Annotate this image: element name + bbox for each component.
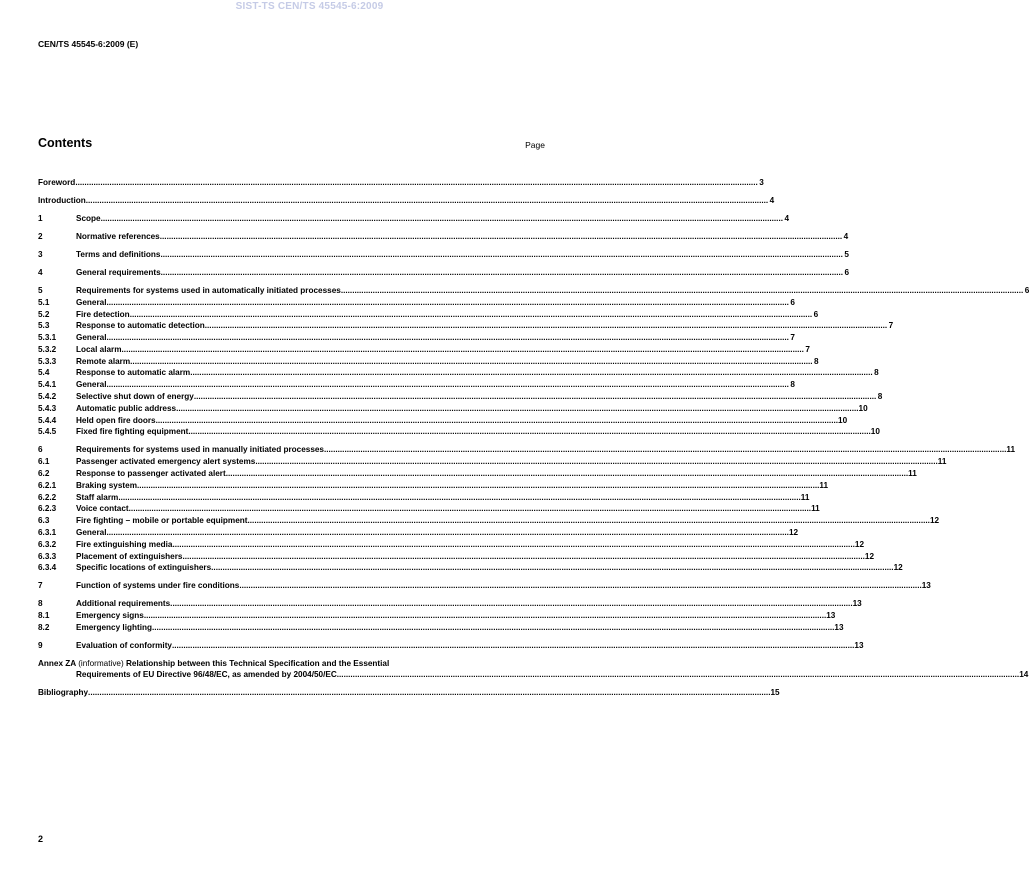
toc-entry-page: 13 xyxy=(834,622,844,632)
toc-entry[interactable] xyxy=(38,367,879,379)
toc-entry-title: General requirements xyxy=(76,267,161,277)
toc-entry-number: 3 xyxy=(38,249,43,259)
toc-leader-dots: ............................................................................................................................................................................................................................................................................................................ xyxy=(255,457,938,467)
toc-entry[interactable] xyxy=(38,622,844,634)
toc-entry-title: Emergency signs xyxy=(76,611,144,621)
toc-entry-number: 5.4.1 xyxy=(38,380,57,390)
toc-entry[interactable] xyxy=(38,562,903,574)
toc-leader-dots: ............................................................................................................................................................................................................................................................................................................ xyxy=(100,213,784,223)
toc-entry-number: 5.2 xyxy=(38,309,50,319)
toc-entry[interactable] xyxy=(38,309,819,321)
toc-entry-page: 12 xyxy=(854,539,864,549)
toc-leader-dots: ............................................................................................................................................................................................................................................................................................................ xyxy=(239,581,922,591)
toc-entry[interactable] xyxy=(38,403,868,415)
watermark: SIST-TS CEN/TS 45545-6:2009 xyxy=(235,1,384,12)
toc-entry[interactable] xyxy=(38,332,795,344)
toc-entry-title: Foreword xyxy=(38,178,76,187)
toc-entry-number: 9 xyxy=(38,640,43,650)
bibliography-title: Bibliography xyxy=(38,687,89,697)
toc-leader-dots: ............................................................................................................................................................................................................................................................................................................ xyxy=(193,392,877,402)
toc-entry-page: 12 xyxy=(893,563,903,573)
toc-entry-page: 3 xyxy=(759,178,764,187)
toc-leader-dots: ............................................................................................................................................................................................................................................................................................................ xyxy=(171,640,855,650)
toc-entry-page: 10 xyxy=(838,415,848,425)
toc-entry-title: Placement of extinguishers xyxy=(76,551,183,561)
toc-entry[interactable] xyxy=(38,195,775,207)
toc-entry-page: 11 xyxy=(937,457,947,467)
toc-entry[interactable] xyxy=(38,539,864,551)
toc-entry-page: 11 xyxy=(811,504,820,514)
toc-entry-title: Scope xyxy=(76,213,101,223)
page-number: 2 xyxy=(38,834,44,844)
toc-entry-number: 5.3.1 xyxy=(38,333,57,343)
toc-entry-page: 13 xyxy=(854,640,864,650)
toc-entry-number: 5.3 xyxy=(38,321,50,331)
toc-leader-dots: ............................................................................................................................................................................................................................................................................................................ xyxy=(106,297,789,307)
toc-leader-dots: ............................................................................................................................................................................................................................................................................................................ xyxy=(106,528,789,538)
annex-line-2 xyxy=(38,669,1029,681)
toc-entry-page: 6 xyxy=(1024,285,1029,295)
toc-entry-page: 8 xyxy=(874,368,879,378)
table-of-contents xyxy=(38,177,1029,699)
toc-leader-dots: ............................................................................................................................................................................................................................................................................................................ xyxy=(172,539,855,549)
toc-entry[interactable] xyxy=(38,213,790,225)
toc-bibliography-entry[interactable] xyxy=(38,687,780,699)
toc-entry-page: 11 xyxy=(908,469,917,479)
toc-entry-number: 5 xyxy=(38,285,43,295)
toc-entry[interactable] xyxy=(38,468,917,480)
toc-entry-number: 8 xyxy=(38,599,43,609)
toc-leader-dots: ............................................................................................................................................................................................................................................................................................................ xyxy=(323,445,1007,455)
toc-entry-title: Local alarm xyxy=(76,344,122,354)
toc-entry[interactable] xyxy=(38,527,799,539)
toc-entry[interactable] xyxy=(38,515,940,527)
toc-entry-title: Evaluation of conformity xyxy=(76,640,172,650)
toc-leader-dots: ............................................................................................................................................................................................................................................................................................................ xyxy=(160,267,844,277)
toc-leader-dots: ............................................................................................................................................................................................................................................................................................................ xyxy=(340,285,1024,295)
toc-entry-number: 2 xyxy=(38,231,43,241)
toc-entry-page: 13 xyxy=(852,599,862,609)
toc-entry-number: 6.3.2 xyxy=(38,539,57,549)
toc-entry-number: 6 xyxy=(38,445,43,455)
toc-entry[interactable] xyxy=(38,297,795,309)
toc-entry-title: Fire extinguishing media xyxy=(76,539,173,549)
toc-entry-title: Staff alarm xyxy=(76,492,119,502)
toc-entry-title: Automatic public address xyxy=(76,403,177,413)
toc-entry-number: 5.3.3 xyxy=(38,356,57,366)
toc-entry-title: General xyxy=(76,333,107,343)
toc-leader-dots: ............................................................................................................................................................................................................................................................................................................ xyxy=(88,687,771,697)
toc-leader-dots: ............................................................................................................................................................................................................................................................................................................ xyxy=(151,622,835,632)
toc-entry[interactable] xyxy=(38,480,829,492)
toc-entry-title: Voice contact xyxy=(76,504,129,514)
toc-entry-title: General xyxy=(76,528,107,538)
toc-entry-title: Additional requirements xyxy=(76,599,171,609)
toc-entry-number: 6.2.1 xyxy=(38,480,57,490)
annex-title-line-2: Requirements of EU Directive 96/48/EC, as amended by 2004/50/EC xyxy=(76,670,337,680)
toc-entry[interactable] xyxy=(38,580,931,592)
toc-entry[interactable] xyxy=(38,456,947,468)
toc-entry[interactable] xyxy=(38,267,850,279)
toc-entry[interactable] xyxy=(38,391,883,403)
toc-entry-page: 8 xyxy=(790,380,795,390)
toc-entry[interactable] xyxy=(38,503,820,515)
toc-entry-title: Braking system xyxy=(76,480,137,490)
toc-entry-number: 5.4.4 xyxy=(38,415,57,425)
toc-entry[interactable] xyxy=(38,640,864,652)
toc-leader-dots: ............................................................................................................................................................................................................................................................................................................ xyxy=(106,333,789,343)
toc-entry-page: 6 xyxy=(844,267,850,277)
toc-entry[interactable] xyxy=(38,598,862,610)
toc-leader-dots: ............................................................................................................................................................................................................................................................................................................ xyxy=(188,427,871,437)
toc-entry-number: 6.2.2 xyxy=(38,492,57,502)
toc-leader-dots: ............................................................................................................................................................................................................................................................................................................ xyxy=(106,380,789,390)
toc-entries xyxy=(38,177,1029,652)
toc-entry-title: Fire fighting – mobile or portable equipment xyxy=(76,516,248,526)
toc-leader-dots: ............................................................................................................................................................................................................................................................................................................ xyxy=(190,368,873,378)
toc-entry-page: 6 xyxy=(813,309,819,319)
toc-entry-title: General xyxy=(76,297,107,307)
toc-entry-number: 6.3 xyxy=(38,516,50,526)
document-id: CEN/TS 45545-6:2009 (E) xyxy=(38,39,139,49)
toc-entry-title: Held open fire doors xyxy=(76,415,156,425)
toc-leader-dots: ............................................................................................................................................................................................................................................................................................................ xyxy=(211,563,894,573)
annex-title-line-1: Relationship between this Technical Specification and the Essential xyxy=(125,658,390,668)
toc-leader-dots: ............................................................................................................................................................................................................................................................................................................ xyxy=(336,670,1020,680)
toc-leader-dots: ............................................................................................................................................................................................................................................................................................................ xyxy=(75,178,758,187)
toc-entry-page: 12 xyxy=(864,551,875,561)
toc-entry[interactable] xyxy=(38,426,880,438)
toc-leader-dots: ............................................................................................................................................................................................................................................................................................................ xyxy=(170,599,853,609)
toc-entry-page: 5 xyxy=(844,249,849,259)
toc-leader-dots: ............................................................................................................................................................................................................................................................................................................ xyxy=(159,231,843,241)
toc-entry-page: 11 xyxy=(1006,445,1016,455)
toc-entry-page: 10 xyxy=(858,403,868,413)
toc-leader-dots: ............................................................................................................................................................................................................................................................................................................ xyxy=(136,480,820,490)
toc-entry-number: 1 xyxy=(38,213,43,223)
page-column-label: Page xyxy=(525,140,545,150)
toc-entry[interactable] xyxy=(38,356,819,368)
toc-entry-page: 13 xyxy=(826,611,836,621)
toc-entry[interactable] xyxy=(38,492,810,504)
toc-entry-page: 6 xyxy=(790,297,795,307)
annex-page: 14 xyxy=(1019,670,1029,680)
toc-entry-number: 8.2 xyxy=(38,622,50,632)
toc-entry[interactable] xyxy=(38,249,849,261)
toc-entry-number: 6.2 xyxy=(38,469,50,479)
toc-leader-dots: ............................................................................................................................................................................................................................................................................................................ xyxy=(121,344,804,354)
toc-leader-dots: ............................................................................................................................................................................................................................................................................................................ xyxy=(160,249,843,259)
bibliography-page: 15 xyxy=(770,687,780,697)
toc-entry-page: 8 xyxy=(814,356,819,366)
toc-entry-title: Terms and definitions xyxy=(76,249,161,259)
toc-entry-page: 11 xyxy=(819,480,829,490)
toc-entry-number: 5.3.2 xyxy=(38,344,57,354)
toc-leader-dots: ............................................................................................................................................................................................................................................................................................................ xyxy=(143,611,827,621)
toc-entry[interactable] xyxy=(38,379,795,391)
toc-entry-page: 8 xyxy=(877,392,883,402)
toc-entry-title: Remote alarm xyxy=(76,356,131,366)
toc-entry-number: 6.3.1 xyxy=(38,528,57,538)
toc-entry-page: 4 xyxy=(843,231,849,241)
toc-leader-dots: ............................................................................................................................................................................................................................................................................................................ xyxy=(182,551,865,561)
toc-entry-page: 4 xyxy=(769,195,775,205)
toc-entry-title: Response to automatic alarm xyxy=(76,368,191,378)
toc-entry[interactable] xyxy=(38,344,810,356)
toc-entry-title: Function of systems under fire conditions xyxy=(76,581,240,591)
toc-entry-title: Selective shut down of energy xyxy=(76,392,194,402)
toc-entry-number: 5.4.5 xyxy=(38,427,57,437)
toc-entry-title: Requirements for systems used in manually initiated processes xyxy=(76,445,324,455)
annex-informative: (informative) xyxy=(78,658,124,668)
toc-entry-number: 5.4.3 xyxy=(38,403,57,413)
toc-entry-page: 4 xyxy=(784,213,790,223)
toc-leader-dots: ............................................................................................................................................................................................................................................................................................................ xyxy=(130,356,813,366)
toc-entry-title: Normative references xyxy=(76,231,160,241)
toc-entry[interactable] xyxy=(38,610,836,622)
toc-entry-number: 5.4 xyxy=(38,368,50,378)
toc-leader-dots: ............................................................................................................................................................................................................................................................................................................ xyxy=(128,504,812,514)
toc-entry-number: 6.3.3 xyxy=(38,551,57,561)
toc-leader-dots: ............................................................................................................................................................................................................................................................................................................ xyxy=(176,403,859,413)
toc-entry-page: 7 xyxy=(805,344,810,354)
toc-entry-title: Requirements for systems used in automatically initiated processes xyxy=(76,285,341,295)
toc-entry-number: 6.3.4 xyxy=(38,563,57,573)
toc-entry-page: 11 xyxy=(800,492,810,502)
toc-leader-dots: ............................................................................................................................................................................................................................................................................................................ xyxy=(155,415,839,425)
toc-entry-page: 12 xyxy=(788,528,799,538)
toc-entry-number: 5.4.2 xyxy=(38,392,57,402)
toc-entry[interactable] xyxy=(38,177,764,189)
toc-annex-entry[interactable] xyxy=(38,658,1029,681)
toc-entry-title: Introduction xyxy=(38,195,86,205)
toc-entry-title: Fixed fire fighting equipment xyxy=(76,427,189,437)
toc-entry[interactable] xyxy=(38,415,848,427)
toc-leader-dots: ............................................................................................................................................................................................................................................................................................................ xyxy=(118,492,801,502)
toc-entry-title: Emergency lighting xyxy=(76,622,152,632)
toc-entry-page: 10 xyxy=(870,427,880,437)
toc-entry-number: 7 xyxy=(38,581,43,591)
annex-label: Annex ZA xyxy=(38,658,76,668)
toc-entry-title: General xyxy=(76,380,107,390)
toc-entry-title: Response to passenger activated alert xyxy=(76,469,226,479)
toc-entry-number: 8.1 xyxy=(38,611,50,621)
toc-entry-number: 4 xyxy=(38,267,43,277)
toc-entry[interactable] xyxy=(38,320,894,332)
toc-entry[interactable] xyxy=(38,231,849,243)
toc-entry-page: 13 xyxy=(921,581,931,591)
toc-entry[interactable] xyxy=(38,285,1029,297)
toc-entry[interactable] xyxy=(38,551,875,563)
toc-entry-page: 7 xyxy=(888,321,894,331)
toc-entry-number: 5.1 xyxy=(38,297,50,307)
toc-entry-title: Fire detection xyxy=(76,309,130,319)
toc-entry-page: 7 xyxy=(790,333,795,343)
toc-leader-dots: ............................................................................................................................................................................................................................................................................................................ xyxy=(247,516,930,526)
toc-entry-number: 6.1 xyxy=(38,457,50,467)
toc-entry[interactable] xyxy=(38,444,1016,456)
toc-entry-page: 12 xyxy=(929,516,940,526)
annex-line-1 xyxy=(38,658,545,670)
toc-leader-dots: ............................................................................................................................................................................................................................................................................................................ xyxy=(225,469,909,479)
toc-entry-title: Specific locations of extinguishers xyxy=(76,563,212,573)
toc-leader-dots: ............................................................................................................................................................................................................................................................................................................ xyxy=(85,195,769,205)
toc-leader-dots: ............................................................................................................................................................................................................................................................................................................ xyxy=(204,321,888,331)
toc-leader-dots: ............................................................................................................................................................................................................................................................................................................ xyxy=(129,309,813,319)
contents-title: Contents xyxy=(38,136,93,150)
toc-entry-title: Passenger activated emergency alert systems xyxy=(76,457,256,467)
toc-entry-title: Response to automatic detection xyxy=(76,321,205,331)
toc-entry-number: 6.2.3 xyxy=(38,504,57,514)
